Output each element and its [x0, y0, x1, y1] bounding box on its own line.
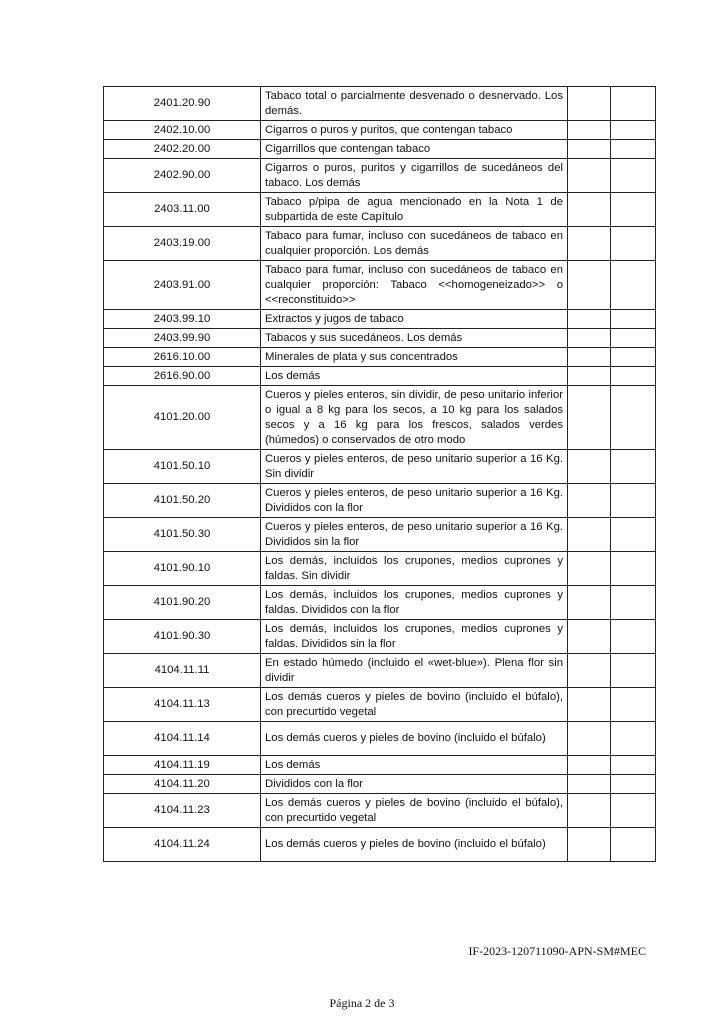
empty-cell [568, 552, 611, 586]
ncm-code-cell: 4104.11.19 [104, 756, 261, 775]
description-cell: Cueros y pieles enteros, sin dividir, de peso unitario inferior o igual a 8 kg para los secos, a 10 kg para los salados secos y a 16 kg para los frescos, salados verdes (húmedos) o conservados de otro modo [261, 386, 568, 450]
ncm-code-cell: 4104.11.11 [104, 654, 261, 688]
empty-cell [568, 348, 611, 367]
description-cell: Los demás [261, 367, 568, 386]
table-row [104, 586, 656, 620]
empty-cell [611, 722, 656, 756]
description-cell: Los demás cueros y pieles de bovino (incluido el búfalo) [261, 722, 568, 756]
ncm-code-cell: 4101.90.20 [104, 586, 261, 620]
table-row [104, 140, 656, 159]
empty-cell [568, 775, 611, 794]
description-cell: Cueros y pieles enteros, de peso unitario superior a 16 Kg. Sin dividir [261, 450, 568, 484]
empty-cell [611, 756, 656, 775]
empty-cell [568, 794, 611, 828]
empty-cell [568, 654, 611, 688]
table-row [104, 261, 656, 310]
empty-cell [611, 87, 656, 121]
table-row [104, 654, 656, 688]
ncm-code-cell: 2402.10.00 [104, 121, 261, 140]
description-cell: Cigarrillos que contengan tabaco [261, 140, 568, 159]
description-cell: Tabacos y sus sucedáneos. Los demás [261, 329, 568, 348]
table-row [104, 159, 656, 193]
ncm-code-cell: 2401.20.90 [104, 87, 261, 121]
empty-cell [611, 227, 656, 261]
empty-cell [611, 261, 656, 310]
ncm-code-cell: 2402.90.00 [104, 159, 261, 193]
ncm-code-cell: 4101.50.20 [104, 484, 261, 518]
empty-cell [611, 552, 656, 586]
document-id: IF-2023-120711090-APN-SM#MEC [468, 944, 646, 958]
table-row [104, 722, 656, 756]
ncm-code-cell: 4104.11.13 [104, 688, 261, 722]
table-row [104, 552, 656, 586]
ncm-code-cell: 2402.20.00 [104, 140, 261, 159]
empty-cell [611, 121, 656, 140]
description-cell: En estado húmedo (incluido el «wet-blue»). Plena flor sin dividir [261, 654, 568, 688]
empty-cell [568, 756, 611, 775]
ncm-code-cell: 4104.11.23 [104, 794, 261, 828]
empty-cell [611, 620, 656, 654]
empty-cell [568, 159, 611, 193]
table-row [104, 518, 656, 552]
description-cell: Minerales de plata y sus concentrados [261, 348, 568, 367]
table-row [104, 348, 656, 367]
description-cell: Los demás, incluidos los crupones, medios cuprones y faldas. Divididos con la flor [261, 586, 568, 620]
ncm-code-cell: 2616.90.00 [104, 367, 261, 386]
table-row [104, 794, 656, 828]
empty-cell [611, 310, 656, 329]
ncm-code-cell: 4101.50.30 [104, 518, 261, 552]
ncm-code-cell: 2403.11.00 [104, 193, 261, 227]
table-row [104, 484, 656, 518]
empty-cell [568, 121, 611, 140]
description-cell: Los demás cueros y pieles de bovino (incluido el búfalo) [261, 828, 568, 862]
description-cell: Tabaco total o parcialmente desvenado o desnervado. Los demás. [261, 87, 568, 121]
empty-cell [568, 310, 611, 329]
description-cell: Los demás, incluidos los crupones, medios cuprones y faldas. Divididos sin la flor [261, 620, 568, 654]
empty-cell [568, 367, 611, 386]
description-cell: Cigarros o puros y puritos, que contengan tabaco [261, 121, 568, 140]
tariff-table-body [104, 87, 656, 862]
table-row [104, 227, 656, 261]
empty-cell [568, 722, 611, 756]
tariff-table [103, 86, 656, 862]
description-cell: Extractos y jugos de tabaco [261, 310, 568, 329]
empty-cell [611, 484, 656, 518]
page-number: Página 2 de 3 [329, 996, 395, 1010]
ncm-code-cell: 2403.19.00 [104, 227, 261, 261]
empty-cell [568, 140, 611, 159]
ncm-code-cell: 4104.11.14 [104, 722, 261, 756]
ncm-code-cell: 4101.90.30 [104, 620, 261, 654]
empty-cell [611, 367, 656, 386]
empty-cell [568, 484, 611, 518]
table-row [104, 688, 656, 722]
description-cell: Los demás, incluidos los crupones, medios cuprones y faldas. Sin dividir [261, 552, 568, 586]
empty-cell [611, 775, 656, 794]
empty-cell [568, 193, 611, 227]
table-row [104, 121, 656, 140]
description-cell: Los demás cueros y pieles de bovino (incluido el búfalo), con precurtido vegetal [261, 794, 568, 828]
empty-cell [568, 688, 611, 722]
ncm-code-cell: 4104.11.20 [104, 775, 261, 794]
empty-cell [611, 654, 656, 688]
empty-cell [568, 586, 611, 620]
table-row [104, 775, 656, 794]
ncm-code-cell: 2403.99.10 [104, 310, 261, 329]
empty-cell [611, 450, 656, 484]
description-cell: Los demás cueros y pieles de bovino (incluido el búfalo), con precurtido vegetal [261, 688, 568, 722]
empty-cell [568, 620, 611, 654]
description-cell: Divididos con la flor [261, 775, 568, 794]
table-row [104, 386, 656, 450]
table-row [104, 828, 656, 862]
ncm-code-cell: 4101.20.00 [104, 386, 261, 450]
description-cell: Los demás [261, 756, 568, 775]
empty-cell [611, 586, 656, 620]
empty-cell [611, 518, 656, 552]
empty-cell [568, 87, 611, 121]
ncm-code-cell: 4101.50.10 [104, 450, 261, 484]
empty-cell [568, 329, 611, 348]
empty-cell [611, 688, 656, 722]
description-cell: Tabaco para fumar, incluso con sucedáneos de tabaco en cualquier proporción: Tabaco <<homogeneizado>> o <<reconstituido>> [261, 261, 568, 310]
table-row [104, 193, 656, 227]
empty-cell [611, 159, 656, 193]
empty-cell [611, 828, 656, 862]
description-cell: Cueros y pieles enteros, de peso unitario superior a 16 Kg. Divididos con la flor [261, 484, 568, 518]
empty-cell [568, 261, 611, 310]
ncm-code-cell: 2403.99.90 [104, 329, 261, 348]
description-cell: Tabaco para fumar, incluso con sucedáneos de tabaco en cualquier proporción. Los demás [261, 227, 568, 261]
empty-cell [611, 193, 656, 227]
empty-cell [611, 794, 656, 828]
empty-cell [568, 518, 611, 552]
empty-cell [568, 450, 611, 484]
table-row [104, 329, 656, 348]
empty-cell [568, 227, 611, 261]
ncm-code-cell: 4104.11.24 [104, 828, 261, 862]
description-cell: Cueros y pieles enteros, de peso unitario superior a 16 Kg. Divididos sin la flor [261, 518, 568, 552]
table-row [104, 367, 656, 386]
ncm-code-cell: 2403.91.00 [104, 261, 261, 310]
table-row [104, 310, 656, 329]
ncm-code-cell: 4101.90.10 [104, 552, 261, 586]
empty-cell [611, 140, 656, 159]
empty-cell [568, 828, 611, 862]
table-row [104, 450, 656, 484]
empty-cell [611, 329, 656, 348]
description-cell: Cigarros o puros, puritos y cigarrillos de sucedáneos del tabaco. Los demás [261, 159, 568, 193]
ncm-code-cell: 2616.10.00 [104, 348, 261, 367]
empty-cell [568, 386, 611, 450]
table-row [104, 87, 656, 121]
empty-cell [611, 386, 656, 450]
empty-cell [611, 348, 656, 367]
table-row [104, 620, 656, 654]
table-row [104, 756, 656, 775]
description-cell: Tabaco p/pipa de agua mencionado en la Nota 1 de subpartida de este Capítulo [261, 193, 568, 227]
